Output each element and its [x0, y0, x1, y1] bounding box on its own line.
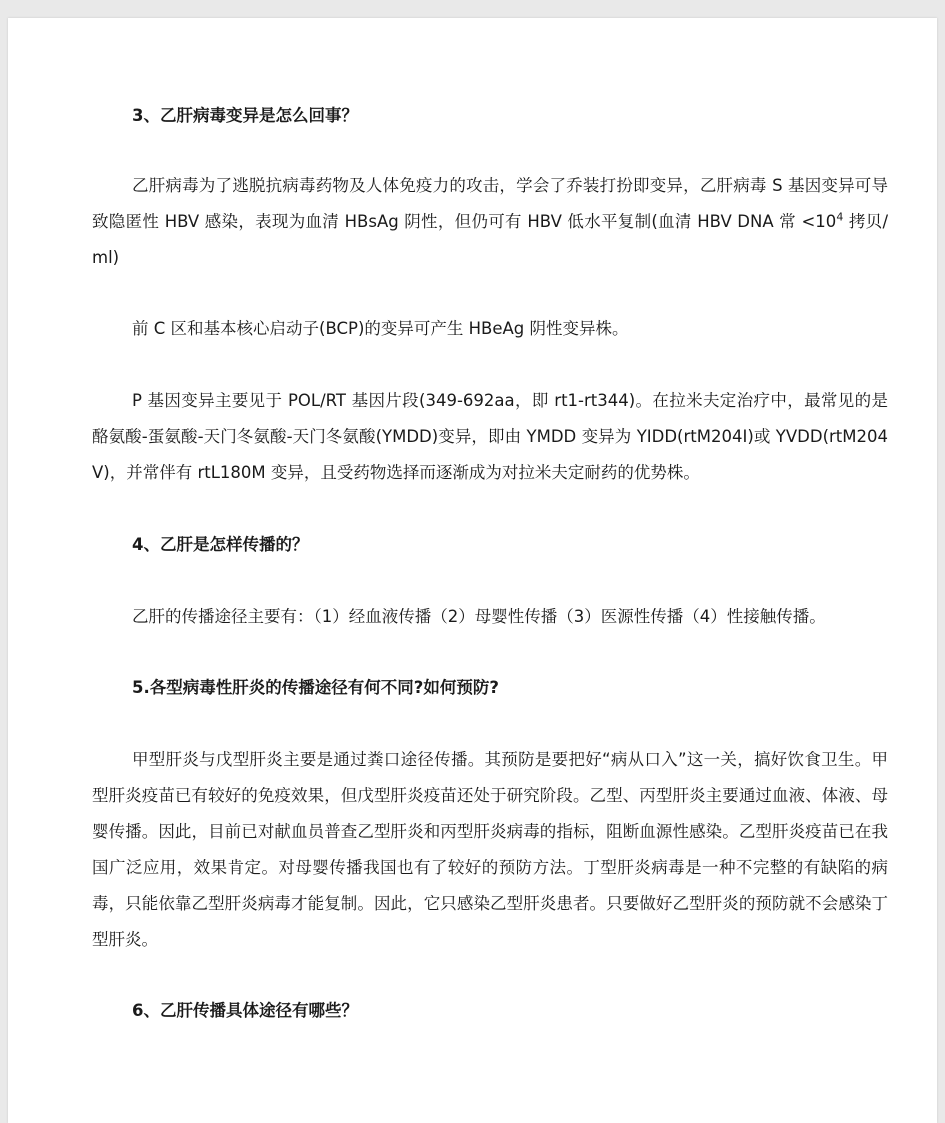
section-6-heading: 6、乙肝传播具体途径有哪些？ — [132, 1001, 358, 1020]
section-5-paragraph-1: 甲型肝炎与戊型肝炎主要是通过粪口途径传播。其预防是要把好“病从口入”这一关，搞好饮食卫生。甲型肝炎疫苗已有较好的免疫效果，但戊型肝炎疫苗还处于研究阶段。乙型、丙型肝炎主要通过血液、体液、母婴传播。因此，目前已对献血员普查乙型肝炎和丙型肝炎病毒的指标，阻断血源性感染。乙型肝炎疫苗已在我国广泛应用，效果肯定。对母婴传播我国也有了较好的预防方法。丁型肝炎病毒是一种不完整的有缺陷的病毒，只能依靠乙型肝炎病毒才能复制。因此，它只感染乙型肝炎患者。只要做好乙型肝炎的预防就不会感染丁型肝炎。 — [92, 750, 888, 949]
section-4-paragraph-1: 乙肝的传播途径主要有：（1）经血液传播（2）母婴性传播（3）医源性传播（4）性接触传播。 — [132, 607, 826, 626]
section-3-paragraph-1 — [92, 168, 888, 276]
section-5-heading: 5.各型病毒性肝炎的传播途径有何不同?如何预防? — [132, 678, 499, 697]
document-page — [8, 18, 937, 1123]
section-3-paragraph-1-text: 乙肝病毒为了逃脱抗病毒药物及人体免疫力的攻击，学会了乔装打扮即变异，乙肝病毒 S 基因变异可导致隐匿性 HBV 感染，表现为血清 HBsAg 阴性，但仍可有 HBV 低水平复制(血清 HBV DNA 常 <10 — [92, 176, 888, 231]
section-3-paragraph-3: P 基因变异主要见于 POL/RT 基因片段(349-692aa，即 rt1-rt344)。在拉米夫定治疗中，最常见的是酪氨酸-蛋氨酸-天门冬氨酸-天门冬氨酸(YMDD)变异，即由 YMDD 变异为 YIDD(rtM204I)或 YVDD(rtM204V)，并常伴有 rtL180M 变异，且受药物选择而逐渐成为对拉米夫定耐药的优势株。 — [92, 391, 888, 482]
section-3-heading: 3、乙肝病毒变异是怎么回事？ — [132, 106, 358, 125]
superscript-exponent: 4 — [836, 210, 844, 224]
section-3-paragraph-1-tail: 拷贝/ml) — [92, 212, 888, 267]
section-4-heading: 4、乙肝是怎样传播的？ — [132, 535, 309, 554]
section-3-paragraph-2: 前 C 区和基本核心启动子(BCP)的变异可产生 HBeAg 阴性变异株。 — [132, 319, 629, 338]
